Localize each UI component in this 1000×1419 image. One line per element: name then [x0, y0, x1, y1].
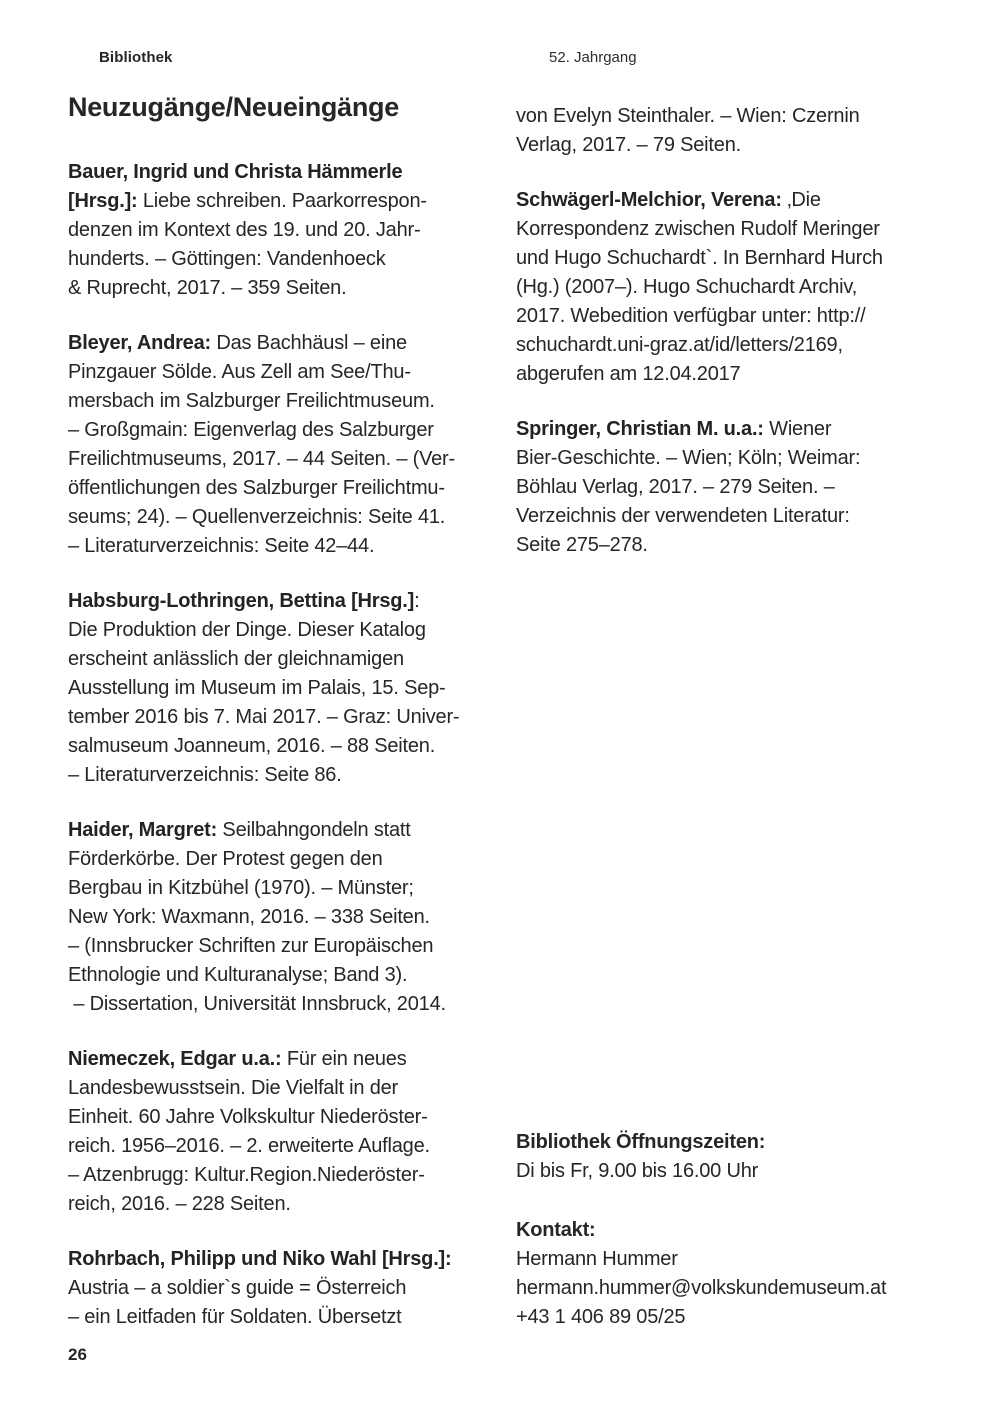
- page-title: Neuzugänge/Neueingänge: [68, 92, 399, 122]
- entry-line: [68, 703, 508, 732]
- entry-line: [68, 329, 508, 358]
- entry-author: Springer, Christian M. u.a.:: [516, 418, 764, 440]
- entry-line: [516, 502, 976, 531]
- entry-text: (Hg.) (2007–). Hugo Schuchardt Archiv,: [516, 276, 858, 298]
- contact-phone: +43 1 406 89 05/25: [516, 1306, 686, 1328]
- entry-line: [516, 415, 976, 444]
- entry-text: – Dissertation, Universität Innsbruck, 2014.: [68, 993, 446, 1015]
- entry-line: [68, 387, 508, 416]
- bibliography-entry: [68, 1045, 508, 1219]
- entry-text: abgerufen am 12.04.2017: [516, 363, 741, 385]
- entry-text: mersbach im Salzburger Freilichtmuseum.: [68, 390, 435, 412]
- section-header: Bibliothek: [99, 49, 173, 66]
- entry-author: [Hrsg.]:: [68, 190, 138, 212]
- entry-line: [68, 587, 508, 616]
- volume-header: 52. Jahrgang: [549, 49, 637, 66]
- entry-line: [68, 1303, 508, 1332]
- entry-text: Pinzgauer Sölde. Aus Zell am See/Thu-: [68, 361, 411, 383]
- entry-line: [68, 990, 508, 1019]
- entry-line: [516, 331, 976, 360]
- entry-line: [68, 1103, 508, 1132]
- entry-line: [68, 1245, 508, 1274]
- entry-text: Seite 275–278.: [516, 534, 648, 556]
- entry-text: :: [414, 590, 420, 612]
- entry-text: öffentlichungen des Salzburger Freilichtmu-: [68, 477, 445, 499]
- entry-line: [68, 245, 508, 274]
- entry-text: Landesbewusstsein. Die Vielfalt in der: [68, 1077, 399, 1099]
- library-info: [516, 1128, 976, 1362]
- entry-line: [516, 102, 976, 131]
- entry-line: [68, 474, 508, 503]
- opening-hours-value: Di bis Fr, 9.00 bis 16.00 Uhr: [516, 1160, 759, 1182]
- entry-text: reich. 1956–2016. – 2. erweiterte Auflage.: [68, 1135, 430, 1157]
- entry-text: seums; 24). – Quellenverzeichnis: Seite 41.: [68, 506, 446, 528]
- entry-line: [68, 158, 508, 187]
- entry-line: [516, 244, 976, 273]
- entry-line: [68, 358, 508, 387]
- entry-line: [516, 131, 976, 160]
- entry-line: [516, 473, 976, 502]
- entry-line: [68, 616, 508, 645]
- entry-line: [68, 1074, 508, 1103]
- entry-text: – Literaturverzeichnis: Seite 42–44.: [68, 535, 375, 557]
- entry-text: – (Innsbrucker Schriften zur Europäischen: [68, 935, 434, 957]
- entry-line: [68, 732, 508, 761]
- bibliography-entry: [68, 329, 508, 561]
- entry-line: [68, 1132, 508, 1161]
- entry-text: Ethnologie und Kulturanalyse; Band 3).: [68, 964, 408, 986]
- entry-line: [68, 932, 508, 961]
- bibliography-entry: [68, 1245, 508, 1332]
- entry-text: erscheint anlässlich der gleichnamigen: [68, 648, 404, 670]
- entry-line: [68, 216, 508, 245]
- entry-line: [516, 215, 976, 244]
- entry-line: [516, 273, 976, 302]
- entry-text: Verzeichnis der verwendeten Literatur:: [516, 505, 850, 527]
- left-column: [68, 158, 508, 1358]
- entry-line: [68, 1161, 508, 1190]
- bibliography-entry: [68, 158, 508, 303]
- entry-text: Korrespondenz zwischen Rudolf Meringer: [516, 218, 880, 240]
- entry-author: Rohrbach, Philipp und Niko Wahl [Hrsg.]:: [68, 1248, 452, 1270]
- entry-text: Liebe schreiben. Paarkorrespon-: [137, 190, 427, 212]
- entry-text: tember 2016 bis 7. Mai 2017. – Graz: Univer-: [68, 706, 460, 728]
- entry-text: und Hugo Schuchardt`. In Bernhard Hurch: [516, 247, 883, 269]
- entry-text: Für ein neues: [281, 1048, 407, 1070]
- entry-author: Schwägerl-Melchior, Verena:: [516, 189, 782, 211]
- entry-text: & Ruprecht, 2017. – 359 Seiten.: [68, 277, 347, 299]
- entry-line: [68, 903, 508, 932]
- bibliography-entry: [516, 102, 976, 160]
- entry-line: [68, 961, 508, 990]
- entry-author: Bauer, Ingrid und Christa Hämmerle: [68, 161, 403, 183]
- entry-text: – ein Leitfaden für Soldaten. Übersetzt: [68, 1306, 402, 1328]
- entry-text: Wiener: [763, 418, 832, 440]
- entry-line: [68, 1045, 508, 1074]
- entry-text: Förderkörbe. Der Protest gegen den: [68, 848, 383, 870]
- entry-line: [68, 874, 508, 903]
- entry-text: 2017. Webedition verfügbar unter: http://: [516, 305, 866, 327]
- entry-text: schuchardt.uni-graz.at/id/letters/2169,: [516, 334, 843, 356]
- entry-text: Einheit. 60 Jahre Volkskultur Niederöster-: [68, 1106, 428, 1128]
- opening-hours-label: Bibliothek Öffnungszeiten:: [516, 1131, 766, 1153]
- entry-text: Bergbau in Kitzbühel (1970). – Münster;: [68, 877, 414, 899]
- opening-hours: [516, 1128, 976, 1186]
- entry-text: reich, 2016. – 228 Seiten.: [68, 1193, 291, 1215]
- contact-label: Kontakt:: [516, 1219, 596, 1241]
- entry-author: Bleyer, Andrea:: [68, 332, 211, 354]
- right-column: [516, 102, 976, 586]
- entry-line: [68, 1274, 508, 1303]
- entry-text: Seilbahngondeln statt: [217, 819, 411, 841]
- entry-line: [68, 503, 508, 532]
- entry-line: [68, 1190, 508, 1219]
- entry-text: hunderts. – Göttingen: Vandenhoeck: [68, 248, 386, 270]
- entry-line: [68, 445, 508, 474]
- entry-author: Haider, Margret:: [68, 819, 218, 841]
- entry-line: [516, 531, 976, 560]
- entry-text: Ausstellung im Museum im Palais, 15. Sep-: [68, 677, 446, 699]
- contact-block: [516, 1216, 976, 1332]
- bibliography-entry: [516, 186, 976, 389]
- entry-line: [68, 532, 508, 561]
- entry-text: – Atzenbrugg: Kultur.Region.Niederöster-: [68, 1164, 425, 1186]
- entry-author: Niemeczek, Edgar u.a.:: [68, 1048, 282, 1070]
- entry-text: Bier-Geschichte. – Wien; Köln; Weimar:: [516, 447, 861, 469]
- contact-email: hermann.hummer@volkskundemuseum.at: [516, 1277, 887, 1299]
- entry-text: – Großgmain: Eigenverlag des Salzburger: [68, 419, 434, 441]
- bibliography-entry: [68, 587, 508, 790]
- entry-line: [68, 674, 508, 703]
- page-number: 26: [68, 1345, 87, 1364]
- entry-line: [516, 302, 976, 331]
- bibliography-entry: [68, 816, 508, 1019]
- entry-line: [68, 845, 508, 874]
- entry-text: Das Bachhäusl – eine: [211, 332, 407, 354]
- bibliography-entry: [516, 415, 976, 560]
- entry-line: [68, 416, 508, 445]
- entry-line: [516, 186, 976, 215]
- entry-text: Böhlau Verlag, 2017. – 279 Seiten. –: [516, 476, 835, 498]
- entry-line: [516, 360, 976, 389]
- entry-author: Habsburg-Lothringen, Bettina [Hrsg.]: [68, 590, 415, 612]
- entry-text: Freilichtmuseums, 2017. – 44 Seiten. – (Ver-: [68, 448, 455, 470]
- entry-text: salmuseum Joanneum, 2016. – 88 Seiten.: [68, 735, 436, 757]
- entry-line: [68, 274, 508, 303]
- entry-text: von Evelyn Steinthaler. – Wien: Czernin: [516, 105, 860, 127]
- entry-line: [68, 761, 508, 790]
- entry-text: Die Produktion der Dinge. Dieser Katalog: [68, 619, 426, 641]
- entry-line: [68, 816, 508, 845]
- entry-text: Austria – a soldier`s guide = Österreich: [68, 1277, 407, 1299]
- entry-text: denzen im Kontext des 19. und 20. Jahr-: [68, 219, 421, 241]
- contact-name: Hermann Hummer: [516, 1248, 678, 1270]
- entry-text: ‚Die: [781, 189, 821, 211]
- entry-text: – Literaturverzeichnis: Seite 86.: [68, 764, 342, 786]
- entry-text: Verlag, 2017. – 79 Seiten.: [516, 134, 741, 156]
- entry-line: [68, 187, 508, 216]
- entry-line: [516, 444, 976, 473]
- entry-text: New York: Waxmann, 2016. – 338 Seiten.: [68, 906, 430, 928]
- entry-line: [68, 645, 508, 674]
